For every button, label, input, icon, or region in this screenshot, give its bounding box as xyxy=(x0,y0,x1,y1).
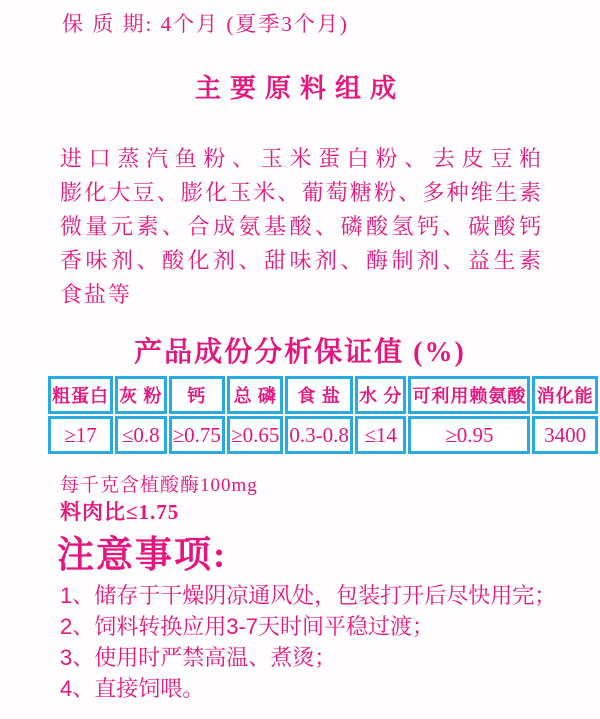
table-header-cell: 水 分 xyxy=(355,376,407,414)
table-header-cell: 食 盐 xyxy=(285,376,353,414)
table-header-cell: 钙 xyxy=(169,376,226,414)
ingredients-paragraph xyxy=(60,142,542,312)
table-header-cell: 消化能 xyxy=(532,376,598,414)
table-value-cell: 3400 xyxy=(532,416,598,454)
ingredient-line: 膨化大豆、膨化玉米、葡萄糖粉、多种维生素 xyxy=(60,180,542,205)
table-value-cell: 0.3-0.8 xyxy=(285,416,353,454)
ingredients-title: 主要原料组成 xyxy=(194,73,405,103)
precautions-title: 注意事项: xyxy=(57,535,228,576)
ingredient-line: 微量元素、合成氨基酸、磷酸氢钙、碳酸钙 xyxy=(60,214,542,239)
table-header-cell: 可利用赖氨酸 xyxy=(408,376,530,414)
table-value-cell: ≤14 xyxy=(355,416,407,454)
ingredient-line: 食盐等 xyxy=(60,282,133,307)
table-value-cell: ≥17 xyxy=(48,416,113,454)
precaution-item: 4、直接饲喂。 xyxy=(60,676,205,701)
table-header-row xyxy=(48,376,598,414)
table-value-row xyxy=(48,416,598,454)
table-header-cell: 总 磷 xyxy=(227,376,283,414)
table-value-cell: ≥0.75 xyxy=(169,416,226,454)
shelf-life-text: 保 质 期: 4个月 (夏季3个月) xyxy=(62,12,349,36)
table-header-cell: 粗蛋白 xyxy=(48,376,113,414)
table-header-cell: 灰 粉 xyxy=(115,376,167,414)
table-value-cell: ≤0.8 xyxy=(115,416,167,454)
guarantee-table xyxy=(46,374,600,456)
table-value-cell: ≥0.95 xyxy=(408,416,530,454)
ingredient-line: 香味剂、酸化剂、甜味剂、酶制剂、益生素 xyxy=(60,248,542,273)
feed-ratio-note: 料肉比≤1.75 xyxy=(60,500,180,524)
precaution-item: 3、使用时严禁高温、煮烫； xyxy=(60,645,337,670)
phytase-note: 每千克含植酸酶100mg xyxy=(60,475,258,496)
precaution-item: 2、饲料转换应用3-7天时间平稳过渡； xyxy=(60,614,435,639)
precaution-item: 1、储存于干燥阴凉通风处，包装打开后尽快用完； xyxy=(60,583,557,608)
analysis-title: 产品成份分析保证值 (%) xyxy=(134,337,466,368)
table-value-cell: ≥0.65 xyxy=(227,416,283,454)
precautions-list xyxy=(60,580,580,704)
ingredient-line: 进口蒸汽鱼粉、玉米蛋白粉、去皮豆粕 xyxy=(60,146,542,171)
